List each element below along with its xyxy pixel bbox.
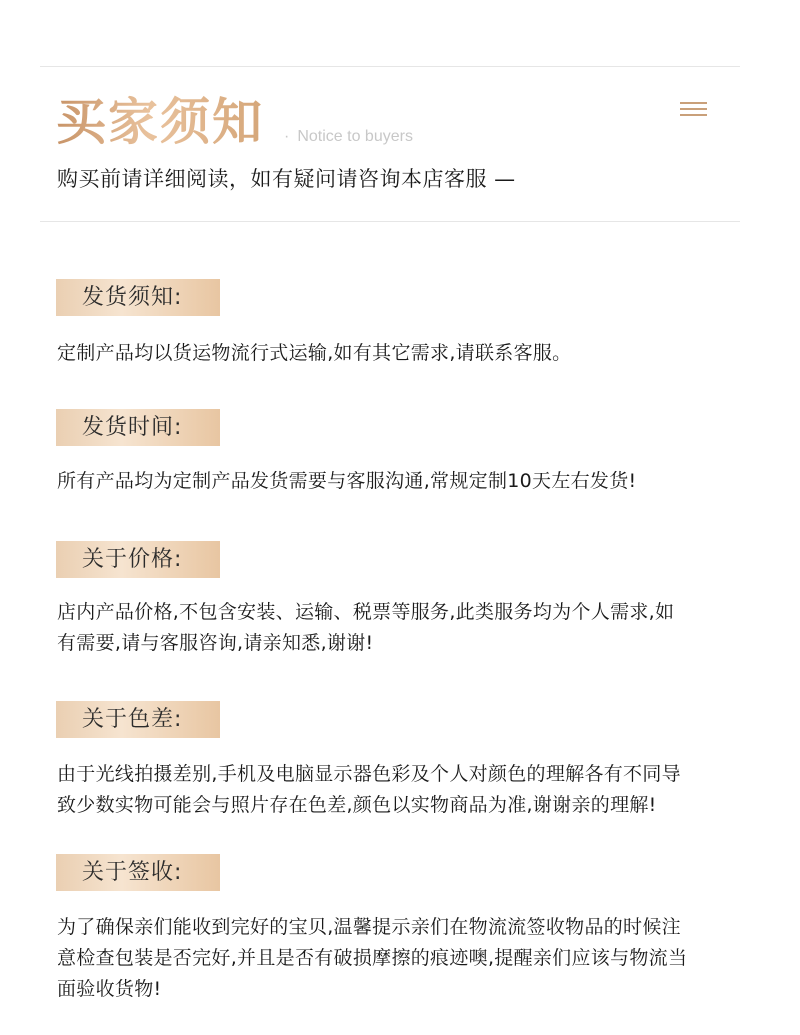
section-body-line: 店内产品价格,不包含安装、运输、税票等服务,此类服务均为个人需求,如: [57, 601, 675, 623]
section-body-line: 意检查包装是否完好,并且是否有破损摩擦的痕迹噢,提醒亲们应该与物流当: [57, 947, 688, 969]
section-body-receipt: [57, 912, 747, 1005]
section-body-shipping-time: 所有产品均为定制产品发货需要与客服沟通,常规定制10天左右发货!: [57, 470, 637, 492]
section-body-line: 致少数实物可能会与照片存在色差,颜色以实物商品为准,谢谢亲的理解!: [57, 794, 657, 816]
section-label-receipt: 关于签收:: [56, 854, 220, 891]
section-body-line: 由于光线拍摄差别,手机及电脑显示器色彩及个人对颜色的理解各有不同导: [57, 763, 681, 785]
section-label-color-difference: 关于色差:: [56, 701, 220, 738]
section-label-price: 关于价格:: [56, 541, 220, 578]
section-body-line: 为了确保亲们能收到完好的宝贝,温馨提示亲们在物流流签收物品的时候注: [57, 916, 681, 938]
top-divider: [40, 66, 740, 67]
menu-icon[interactable]: [680, 102, 707, 118]
intro-text: 购买前请详细阅读，如有疑问请咨询本店客服 —: [57, 167, 516, 191]
section-body-line: 有需要,请与客服咨询,请亲知悉,谢谢!: [57, 632, 374, 654]
section-body-shipping-notice: 定制产品均以货运物流行式运输,如有其它需求,请联系客服。: [57, 342, 572, 364]
subtitle-dot: ·: [284, 128, 290, 145]
section-body-color-difference: [57, 759, 747, 821]
section-body-price: [57, 597, 747, 659]
section-label-shipping-notice: 发货须知:: [56, 279, 220, 316]
section-body-line: 面验收货物!: [57, 978, 162, 1000]
section-label-shipping-time: 发货时间:: [56, 409, 220, 446]
subtitle-text: Notice to buyers: [297, 128, 413, 145]
page-subtitle: [284, 128, 413, 146]
page-title: 买家须知: [56, 93, 264, 151]
header-divider: [40, 221, 740, 222]
